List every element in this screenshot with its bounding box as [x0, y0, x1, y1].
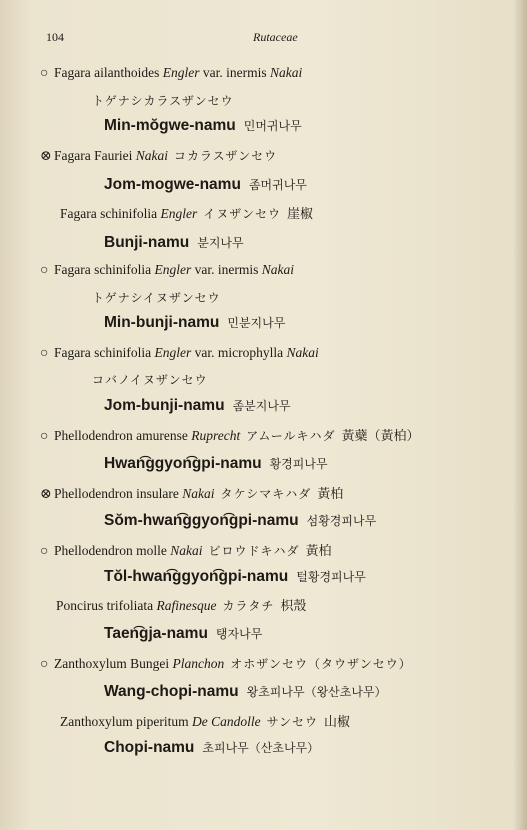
author: Rafinesque [156, 598, 217, 613]
epithet: trifoliata [106, 598, 154, 613]
korean-name-line [104, 513, 376, 529]
genus: Zanthoxylum [54, 656, 127, 671]
species-line [60, 206, 313, 222]
korean-name-line [104, 626, 262, 642]
genus: Fagara [54, 65, 91, 80]
epithet: ailanthoides [94, 65, 160, 80]
genus: Fagara [60, 206, 97, 221]
romanized-name: Bunji-namu [104, 234, 190, 251]
japanese-name: タケシマキハダ [220, 487, 312, 501]
chinese-name: 黃柏 [305, 543, 332, 558]
japanese-name: サンセウ [266, 715, 319, 729]
author: Nakai [135, 148, 168, 163]
species-line [40, 345, 319, 362]
variety: var. inermis [194, 262, 259, 277]
species-line [40, 486, 343, 503]
hangul-name: 탱자나무 [215, 627, 263, 641]
hangul-name: 분지나무 [197, 236, 244, 250]
crossed-circle-marker-icon: ⊗ [40, 487, 52, 502]
author: Engler [160, 206, 198, 221]
variety-author: Nakai [286, 345, 319, 360]
romanized-name: Min-mŏgwe-namu [104, 117, 236, 134]
japanese-name: オホザンセウ [230, 657, 309, 671]
page-edge-shadow [513, 0, 527, 830]
circle-marker-icon: ○ [40, 346, 49, 361]
crossed-circle-marker-icon: ⊗ [40, 149, 52, 164]
chinese-name: 黃蘗（黃柏） [341, 428, 420, 443]
japanese-alt-name: （タウザンセウ） [308, 657, 412, 671]
hangul-name: 털황경피나무 [296, 570, 366, 584]
species-line [56, 598, 306, 614]
romanized-name: Jom-bunji-namu [104, 397, 225, 414]
romanized-name: Jom-mogwe-namu [104, 176, 241, 193]
genus: Fagara [54, 262, 91, 277]
species-line [60, 714, 350, 730]
korean-name-line [104, 569, 366, 585]
romanized-name: Min-bunji-namu [104, 314, 220, 331]
species-line [40, 543, 332, 560]
hangul-name: 민머귀나무 [243, 119, 302, 133]
epithet: schinifolia [94, 345, 152, 360]
chinese-name: 山椒 [324, 714, 351, 729]
hangul-name: 민분지나무 [227, 316, 286, 330]
chinese-name: 崖椒 [287, 206, 314, 221]
korean-name-line [104, 235, 244, 251]
author: De Candolle [192, 714, 261, 729]
japanese-name: ビロウドキハダ [208, 544, 300, 558]
korean-name-line [104, 177, 307, 193]
species-line [40, 148, 277, 165]
chinese-name: 黃柏 [317, 486, 344, 501]
japanese-name: コカラスザンセウ [173, 149, 278, 163]
author: Engler [154, 262, 192, 277]
variety: var. microphylla [194, 345, 284, 360]
epithet: Bungei [130, 656, 170, 671]
japanese-name: アムールキハダ [246, 429, 336, 443]
romanized-name: Hwan͡ggyon͡gpi-namu [104, 455, 262, 472]
author: Engler [162, 65, 200, 80]
epithet: amurense [136, 428, 188, 443]
epithet: molle [136, 543, 167, 558]
genus: Phellodendron [54, 428, 133, 443]
running-head: Rutaceae [253, 30, 298, 44]
hangul-name: 황경피나무 [269, 457, 328, 471]
japanese-name: コバノイヌザンセウ [92, 373, 208, 387]
epithet: piperitum [136, 714, 189, 729]
author: Ruprecht [191, 428, 241, 443]
korean-name-line [104, 684, 387, 700]
japanese-name: カラタチ [222, 599, 275, 613]
genus: Phellodendron [54, 486, 133, 501]
japanese-name: トゲナシイヌザンセウ [92, 291, 221, 305]
hangul-name: 왕초피나무（왕산초나무） [246, 685, 387, 699]
hangul-name: 좀분지나무 [232, 399, 291, 413]
circle-marker-icon: ○ [40, 66, 49, 81]
species-line [40, 428, 420, 445]
hangul-name: 초피나무（산초나무） [202, 741, 320, 755]
circle-marker-icon: ○ [40, 429, 49, 444]
author: Nakai [170, 543, 203, 558]
circle-marker-icon: ○ [40, 544, 49, 559]
circle-marker-icon: ○ [40, 657, 49, 672]
japanese-name: トゲナシカラスザンセウ [92, 94, 234, 108]
genus: Poncirus [56, 598, 104, 613]
author: Planchon [172, 656, 225, 671]
species-line [40, 65, 302, 82]
korean-name-line [104, 740, 319, 756]
variety-author: Nakai [269, 65, 303, 80]
genus: Zanthoxylum [60, 714, 133, 729]
epithet: schinifolia [94, 262, 152, 277]
genus: Phellodendron [54, 543, 133, 558]
genus: Fagara [54, 345, 91, 360]
author: Nakai [182, 486, 215, 501]
romanized-name: Chopi-namu [104, 739, 195, 756]
romanized-name: Sŏm-hwan͡ggyon͡gpi-namu [104, 512, 299, 529]
author: Engler [154, 345, 192, 360]
korean-name-line [104, 456, 328, 472]
epithet: Fauriei [94, 148, 133, 163]
romanized-name: Wang-chopi-namu [104, 683, 239, 700]
species-line [40, 262, 294, 279]
chinese-name: 枳殼 [280, 598, 307, 613]
epithet: schinifolia [100, 206, 158, 221]
species-line [40, 656, 412, 673]
page-number: 104 [46, 30, 64, 44]
japanese-name: イヌザンセウ [203, 207, 281, 221]
korean-name-line [104, 118, 302, 134]
hangul-name: 좀머귀나무 [248, 178, 307, 192]
variety: var. inermis [202, 65, 267, 80]
epithet: insulare [136, 486, 179, 501]
romanized-name: Tŏl-hwan͡ggyon͡gpi-namu [104, 568, 289, 585]
hangul-name: 섬황경피나무 [306, 514, 377, 528]
genus: Fagara [54, 148, 91, 163]
romanized-name: Taen͡gja-namu [104, 625, 208, 642]
variety-author: Nakai [261, 262, 294, 277]
circle-marker-icon: ○ [40, 263, 49, 278]
korean-name-line [104, 315, 285, 331]
korean-name-line [104, 398, 291, 414]
